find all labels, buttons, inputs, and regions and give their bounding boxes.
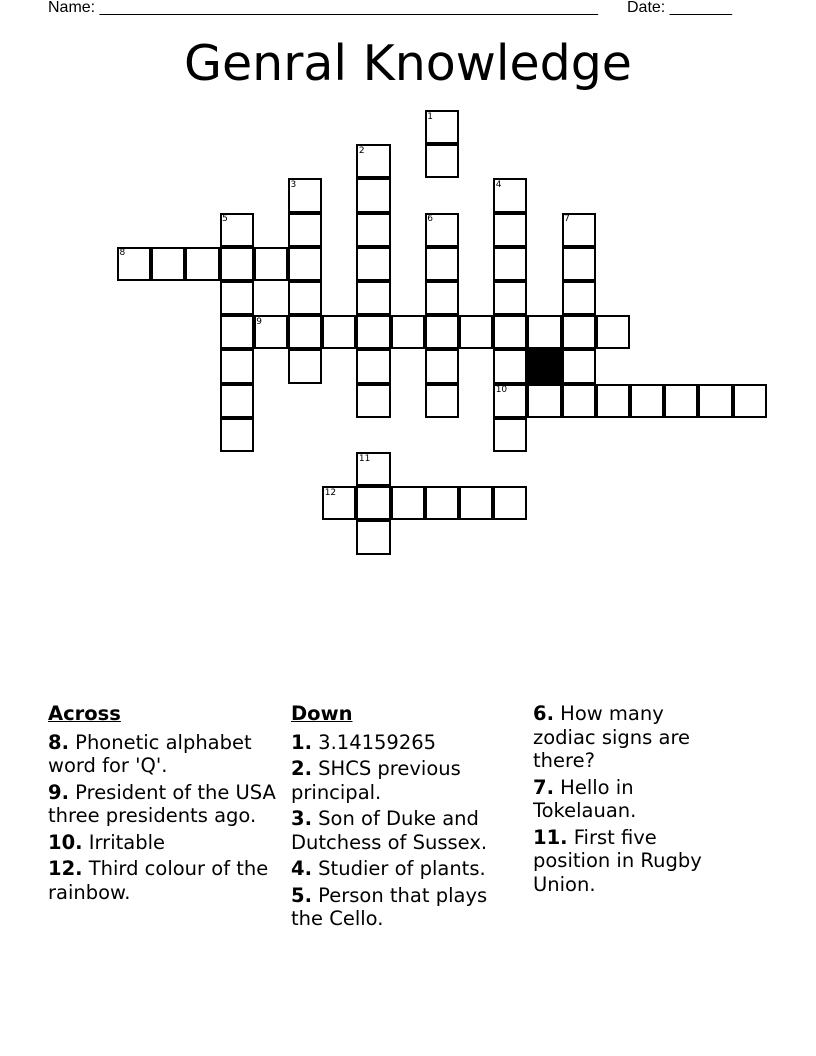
clue-text: Son of Duke and Dutchess of Sussex. [291, 807, 488, 854]
crossword-cell[interactable] [698, 384, 732, 418]
date-label: Date: [627, 0, 666, 16]
crossword-cell[interactable] [733, 384, 767, 418]
crossword-cell[interactable] [185, 247, 219, 281]
clue-number: 5. [291, 883, 312, 907]
name-line[interactable]: ________________________________________________________ [99, 0, 598, 16]
clue-number: 4. [291, 857, 312, 880]
date-field[interactable] [627, 0, 732, 17]
clue-down-2 [291, 757, 516, 804]
crossword-cell[interactable] [288, 178, 322, 212]
name-label: Name: [48, 0, 96, 16]
crossword-cell[interactable] [459, 315, 493, 349]
crossword-cell[interactable] [220, 384, 254, 418]
clue-number: 10. [48, 830, 83, 854]
date-line[interactable]: _______ [669, 0, 732, 16]
crossword-cell[interactable] [356, 520, 390, 554]
down-clues [291, 702, 516, 934]
crossword-cell[interactable] [493, 247, 527, 281]
clue-number: 11. [533, 825, 568, 849]
clue-text: How many zodiac signs are there? [533, 702, 691, 772]
crossword-cell[interactable] [356, 144, 390, 178]
clue-number-label: 4 [495, 179, 502, 190]
clue-down-11 [533, 826, 723, 897]
clue-text: Irritable [82, 830, 165, 854]
crossword-cell[interactable] [220, 418, 254, 452]
clue-number: 8. [48, 730, 69, 754]
crossword-cell[interactable] [425, 349, 459, 383]
across-heading: Across [48, 702, 121, 725]
crossword-cell[interactable] [288, 281, 322, 315]
clue-down-3 [291, 807, 516, 854]
clue-across-10 [48, 831, 280, 855]
crossword-cell[interactable] [459, 486, 493, 520]
crossword-cell[interactable] [493, 349, 527, 383]
crossword-cell[interactable] [425, 110, 459, 144]
crossword-cell[interactable] [288, 349, 322, 383]
crossword-cell[interactable] [527, 384, 561, 418]
clue-number: 1. [291, 730, 312, 754]
clue-across-8 [48, 731, 280, 778]
crossword-cell[interactable] [356, 178, 390, 212]
clue-number: 2. [291, 757, 312, 780]
name-field[interactable] [48, 0, 598, 17]
clue-number: 7. [533, 775, 554, 799]
crossword-cell[interactable] [493, 213, 527, 247]
crossword-cell[interactable] [288, 213, 322, 247]
clue-text: Person that plays the Cello. [291, 883, 488, 930]
crossword-cell[interactable] [220, 247, 254, 281]
crossword-cell[interactable] [493, 315, 527, 349]
clue-number: 9. [48, 780, 69, 804]
crossword-cell[interactable] [425, 213, 459, 247]
crossword-block [527, 349, 561, 383]
crossword-cell[interactable] [356, 315, 390, 349]
clue-number-label: 1 [427, 111, 434, 122]
crossword-cell[interactable] [254, 247, 288, 281]
crossword-cell[interactable] [425, 247, 459, 281]
crossword-cell[interactable] [117, 247, 151, 281]
down-heading: Down [291, 702, 353, 725]
crossword-cell[interactable] [391, 315, 425, 349]
clue-across-9 [48, 781, 280, 828]
clue-number: 12. [48, 857, 83, 880]
crossword-cell[interactable] [288, 247, 322, 281]
clue-number-label: 8 [119, 248, 126, 259]
clue-text: SHCS previous principal. [291, 757, 461, 804]
crossword-cell[interactable] [425, 315, 459, 349]
clue-number-label: 5 [222, 214, 228, 225]
clue-number-label: 2 [358, 145, 365, 156]
crossword-cell[interactable] [562, 213, 596, 247]
clue-down-5 [291, 884, 516, 931]
crossword-cell[interactable] [356, 384, 390, 418]
clue-number-label: 12 [324, 487, 337, 498]
crossword-cell[interactable] [493, 486, 527, 520]
clue-down-7 [533, 776, 723, 823]
clue-text: First five position in Rugby Union. [533, 825, 702, 896]
crossword-cell[interactable] [562, 247, 596, 281]
clue-number-label: 10 [495, 385, 508, 396]
crossword-cell[interactable] [356, 247, 390, 281]
crossword-cell[interactable] [493, 384, 527, 418]
crossword-cell[interactable] [288, 315, 322, 349]
crossword-cell[interactable] [562, 384, 596, 418]
crossword-cell[interactable] [493, 178, 527, 212]
crossword-cell[interactable] [562, 281, 596, 315]
clue-number-label: 9 [256, 316, 263, 327]
clue-text: President of the USA three presidents ago. [48, 780, 276, 827]
crossword-cell[interactable] [356, 349, 390, 383]
crossword-cell[interactable] [254, 315, 288, 349]
clue-number-label: 3 [290, 179, 297, 190]
clue-text: Phonetic alphabet word for 'Q'. [48, 730, 252, 777]
crossword-cell[interactable] [596, 315, 630, 349]
crossword-cell[interactable] [562, 315, 596, 349]
clue-number: 6. [533, 702, 554, 725]
clue-number: 3. [291, 807, 312, 830]
crossword-cell[interactable] [596, 384, 630, 418]
crossword-cell[interactable] [425, 144, 459, 178]
crossword-cell[interactable] [220, 349, 254, 383]
crossword-cell[interactable] [322, 486, 356, 520]
crossword-cell[interactable] [356, 281, 390, 315]
clue-down-1 [291, 731, 516, 755]
clue-number-label: 11 [358, 453, 371, 464]
crossword-cell[interactable] [425, 486, 459, 520]
clue-text: 3.14159265 [311, 730, 437, 754]
crossword-cell[interactable] [391, 486, 425, 520]
crossword-cell[interactable] [493, 418, 527, 452]
clue-down-6 [533, 702, 723, 773]
clue-number-label: 6 [427, 214, 434, 225]
crossword-cell[interactable] [425, 281, 459, 315]
clue-number-label: 7 [564, 214, 570, 225]
crossword-cell[interactable] [493, 281, 527, 315]
crossword-cell[interactable] [562, 349, 596, 383]
clue-across-12 [48, 857, 280, 904]
crossword-cell[interactable] [151, 247, 185, 281]
crossword-cell[interactable] [630, 384, 664, 418]
page-title: Genral Knowledge [184, 35, 632, 92]
crossword-cell[interactable] [220, 281, 254, 315]
crossword-cell[interactable] [664, 384, 698, 418]
crossword-cell[interactable] [322, 315, 356, 349]
crossword-cell[interactable] [356, 452, 390, 486]
crossword-cell[interactable] [527, 315, 561, 349]
crossword-cell[interactable] [356, 486, 390, 520]
clue-down-4 [291, 857, 516, 881]
crossword-cell[interactable] [425, 384, 459, 418]
crossword-cell[interactable] [220, 315, 254, 349]
crossword-cell[interactable] [220, 213, 254, 247]
across-clues [48, 702, 280, 907]
down-clues-continued [533, 702, 723, 899]
clue-text: Third colour of the rainbow. [48, 857, 269, 904]
clue-text: Hello in Tokelauan. [533, 775, 637, 822]
crossword-cell[interactable] [356, 213, 390, 247]
clue-text: Studier of plants. [311, 857, 486, 880]
